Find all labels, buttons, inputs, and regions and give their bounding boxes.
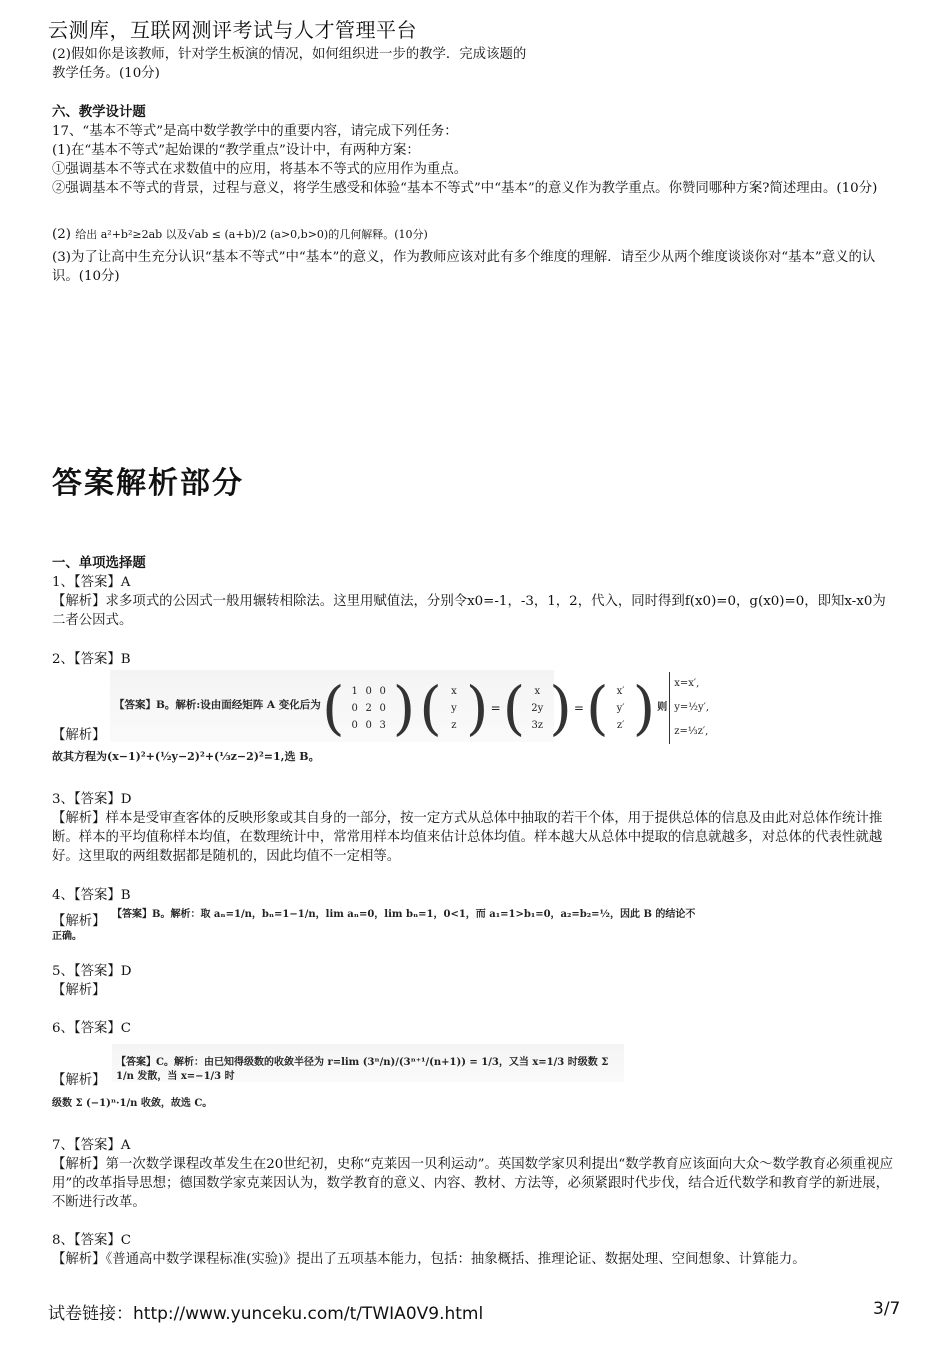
matrix-a-cell: 0 xyxy=(379,702,386,714)
answer-2: 2、【答案】B xyxy=(52,652,131,667)
q17-part2 xyxy=(52,225,428,244)
q17-part2-text: 给出 a²+b²≥2ab 以及√ab ≤ (a+b)/2 (a>0,b>0)的几何解释。(10分) xyxy=(75,228,428,241)
answer-2-result: 故其方程为(x−1)²+(½y−2)²+(⅓z−2)²=1,选 B。 xyxy=(52,750,320,763)
matrix-a-cell: 3 xyxy=(379,719,386,731)
q17-part2-prefix: (2) xyxy=(52,227,71,242)
answer-3: 3、【答案】D xyxy=(52,792,132,807)
q2-line1: (2)假如你是该教师，针对学生板演的情况，如何组织进一步的教学．完成该题的 xyxy=(52,47,527,62)
vector-xyz-cell: y xyxy=(451,702,457,714)
answer-6-figure-text: 【答案】C。解析：由已知得级数的收敛半径为 r=lim (3ⁿ/n)/(3ⁿ⁺¹/(n+1)) = 1/3，又当 x=1/3 时级数 Σ 1/n 发散，当 x=−1/3 时 xyxy=(116,1057,609,1082)
answer-1-explanation: 【解析】求多项式的公因式一般用辗转相除法。这里用赋值法，分别令x0=-1，-3，1，2，代入，同时得到f(x0)=0，g(x0)=0，即知x-x0为二者公因式。 xyxy=(52,594,886,628)
answer-2-then: 则 xyxy=(657,702,668,713)
page-header: 云测库，互联网测评考试与人才管理平台 xyxy=(48,18,417,42)
answer-2-matrix-equation: ( 1 0 0 0 2 0 0 0 3 ) ( x y z ) = ( x 2y 3z ) = ( x′ y′ z′ ) 则 x=x′, y=½y′, z=⅓z′, xyxy=(322,674,710,742)
page-number: 3/7 xyxy=(873,1299,901,1319)
vector-xyz-cell: x xyxy=(451,685,457,697)
q2-line2: 教学任务。(10分) xyxy=(52,66,160,81)
q17-option2: ②强调基本不等式的背景，过程与意义，将学生感受和体验“基本不等式”中“基本”的意义作为教学重点。你赞同哪种方案?简述理由。(10分) xyxy=(52,181,878,196)
vector-prime: ( x′ y′ z′ ) xyxy=(585,674,656,742)
answer-4-figure-line2: 正确。 xyxy=(52,931,82,942)
answer-2-figure-text: 【答案】B。解析:设由面经矩阵 A 变化后为 xyxy=(114,699,321,711)
footer-link[interactable]: 试卷链接：http://www.yunceku.com/t/TWIA0V9.html xyxy=(48,1304,484,1324)
vector-prime-cell: y′ xyxy=(616,702,625,714)
answers-section-title: 答案解析部分 xyxy=(52,466,244,501)
answer-6-label: 【解析】 xyxy=(52,1073,106,1088)
section-6-heading: 六、教学设计题 xyxy=(52,104,146,120)
matrix-a-cell: 1 xyxy=(351,685,358,697)
answer-2-label: 【解析】 xyxy=(52,728,106,743)
matrix-a-cell: 0 xyxy=(351,719,358,731)
system-equation: y=½y′, xyxy=(674,702,710,713)
matrix-a-cell: 2 xyxy=(365,702,372,714)
answer-7-explanation: 【解析】第一次数学课程改革发生在20世纪初，史称“克莱因一贝利运动”。英国数学家贝利提出“数学教育应该面向大众～数学教育必须重视应用”的改革指导思想；德国数学家克莱因认为，数学教育的意义、内容、教材、方法等，必须紧跟时代步伐，结合近代数学和教育学的新进展，不断进行改革。 xyxy=(52,1157,894,1210)
q17-part1: (1)在“基本不等式”起始课的“教学重点”设计中，有两种方案： xyxy=(52,143,420,158)
vector-xyz-cell: z xyxy=(451,719,457,731)
answer-4-figure: 【答案】B。解析：取 aₙ=1/n，bₙ=1−1/n，lim aₙ=0，lim bₙ=1，0<1，而 a₁=1>b₁=0，a₂=b₂=½，因此 B 的结论不 xyxy=(112,909,696,920)
answer-5-label: 【解析】 xyxy=(52,983,106,998)
vector-x-2y-3z-cell: 2y xyxy=(531,702,544,714)
answer-4-label: 【解析】 xyxy=(52,914,106,929)
answer-1: 1、【答案】A xyxy=(52,575,131,590)
section-1-heading: 一、单项选择题 xyxy=(52,555,146,571)
vector-x-2y-3z-cell: x xyxy=(534,685,541,697)
matrix-a-cell: 0 xyxy=(365,719,372,731)
answer-7: 7、【答案】A xyxy=(52,1138,131,1153)
vector-xyz: ( x y z ) xyxy=(419,674,489,742)
system-equation: z=⅓z′, xyxy=(674,726,709,737)
vector-prime-cell: x′ xyxy=(616,685,625,697)
vector-x-2y-3z-cell: 3z xyxy=(531,719,544,731)
answer-2-figure xyxy=(110,670,710,742)
answer-8: 8、【答案】C xyxy=(52,1233,132,1248)
matrix-a-cell: 0 xyxy=(379,685,386,697)
answer-6-figure xyxy=(112,1044,624,1082)
q17-intro: 17、“基本不等式”是高中数学教学中的重要内容，请完成下列任务： xyxy=(52,124,458,139)
answer-6: 6、【答案】C xyxy=(52,1021,132,1036)
matrix-a: ( 1 0 0 0 2 0 0 0 3 ) xyxy=(322,674,416,742)
matrix-a-cell: 0 xyxy=(365,685,372,697)
answer-6-figure-line2: 级数 Σ (−1)ⁿ·1/n 收敛，故选 C。 xyxy=(52,1098,213,1109)
matrix-a-cell: 0 xyxy=(351,702,358,714)
answer-5: 5、【答案】D xyxy=(52,964,132,979)
system-equation: x=x′, xyxy=(674,678,700,689)
q17-part3: (3)为了让高中生充分认识“基本不等式”中“基本”的意义，作为教师应该对此有多个维度的理解．请至少从两个维度谈谈你对“基本”意义的认识。(10分) xyxy=(52,250,876,284)
answer-8-explanation: 【解析】《普通高中数学课程标准(实验)》提出了五项基本能力，包括：抽象概括、推理论证、数据处理、空间想象、计算能力。 xyxy=(52,1252,806,1267)
answer-2-system xyxy=(669,672,709,744)
answer-3-explanation: 【解析】样本是受审查客体的反映形象或其自身的一部分，按一定方式从总体中抽取的若干个体，用于提供总体的信息及由此对总体作统计推断。样本的平均值称样本均值，在数理统计中，常常用样本均值来估计总体均值。样本越大从总体中提取的信息就越多，对总体的代表性就越好。这里取的两组数据都是随机的，因此均值不一定相等。 xyxy=(52,811,883,864)
vector-x-2y-3z: ( x 2y 3z ) xyxy=(502,674,572,742)
q17-option1: ①强调基本不等式在求数值中的应用，将基本不等式的应用作为重点。 xyxy=(52,162,468,177)
answer-4: 4、【答案】B xyxy=(52,888,131,903)
vector-prime-cell: z′ xyxy=(616,719,625,731)
